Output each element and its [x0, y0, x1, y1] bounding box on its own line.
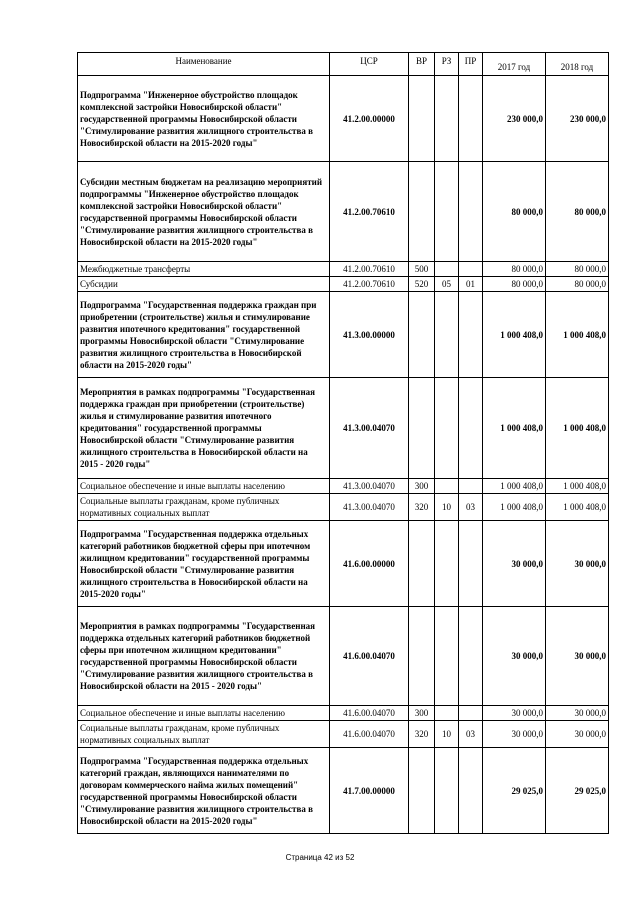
- table-row: [78, 721, 609, 748]
- row-2018: 1 000 408,0: [546, 494, 609, 521]
- row-name: Субсидии местным бюджетам на реализацию мероприятий подпрограммы "Инженерное обустройство площадок комплексной застройки Новосибирской области" государственной программы Новосибирской области "Стимулирование развития жилищного строительства в Новосибирской области на 2015-2020 годы": [78, 162, 330, 262]
- row-rz: [435, 292, 459, 378]
- row-vr: 300: [409, 706, 435, 721]
- row-name: Мероприятия в рамках подпрограммы "Государственная поддержка граждан при приобретении (строительстве) жилья и стимулирование развития ипотечного кредитования" государственной программы Новосибирской области "Стимулирование развития жилищного строительства в Новосибирской области на 2015 - 2020 годы": [78, 378, 330, 479]
- row-2017: 1 000 408,0: [483, 479, 546, 494]
- row-csr: 41.3.00.04070: [330, 378, 409, 479]
- row-2017: 30 000,0: [483, 521, 546, 607]
- row-rz: [435, 748, 459, 834]
- row-rz: [435, 262, 459, 277]
- row-2018: 80 000,0: [546, 277, 609, 292]
- row-vr: 500: [409, 262, 435, 277]
- row-name: Межбюджетные трансферты: [78, 262, 330, 277]
- row-name: Мероприятия в рамках подпрограммы "Государственная поддержка отдельных категорий работников бюджетной сферы при ипотечном жилищном кредитовании" государственной программы Новосибирской области "Стимулирование развития жилищного строительства в Новосибирской области на 2015 - 2020 годы": [78, 607, 330, 706]
- row-2017: 1 000 408,0: [483, 494, 546, 521]
- row-2017: 80 000,0: [483, 277, 546, 292]
- page-footer: Страница 42 из 52: [285, 853, 355, 862]
- row-vr: 300: [409, 479, 435, 494]
- row-name: Субсидии: [78, 277, 330, 292]
- row-csr: 41.3.00.04070: [330, 494, 409, 521]
- header-csr: ЦСР: [330, 53, 409, 76]
- row-vr: 320: [409, 721, 435, 748]
- table-row: [78, 76, 609, 162]
- row-pr: [459, 479, 483, 494]
- row-2017: 30 000,0: [483, 721, 546, 748]
- row-rz: [435, 76, 459, 162]
- row-csr: 41.7.00.00000: [330, 748, 409, 834]
- row-vr: [409, 162, 435, 262]
- row-name: Социальное обеспечение и иные выплаты населению: [78, 479, 330, 494]
- row-pr: [459, 378, 483, 479]
- row-csr: 41.2.00.70610: [330, 162, 409, 262]
- row-2018: 30 000,0: [546, 607, 609, 706]
- row-pr: 01: [459, 277, 483, 292]
- row-csr: 41.6.00.00000: [330, 521, 409, 607]
- header-year-2017: 2017 год: [483, 53, 546, 76]
- row-csr: 41.3.00.04070: [330, 479, 409, 494]
- row-name: Социальные выплаты гражданам, кроме публичных нормативных социальных выплат: [78, 721, 330, 748]
- row-rz: [435, 162, 459, 262]
- row-2018: 230 000,0: [546, 76, 609, 162]
- row-2018: 30 000,0: [546, 706, 609, 721]
- row-csr: 41.2.00.70610: [330, 277, 409, 292]
- row-rz: [435, 706, 459, 721]
- row-2018: 80 000,0: [546, 162, 609, 262]
- row-pr: 03: [459, 721, 483, 748]
- header-name: Наименование: [78, 53, 330, 76]
- row-vr: [409, 76, 435, 162]
- table-row: [78, 277, 609, 292]
- row-name: Подпрограмма "Государственная поддержка граждан при приобретении (строительстве) жилья и стимулирование развития ипотечного кредитования" государственной программы Новосибирской области "Стимулирование развития жилищного строительства в Новосибирской области на 2015-2020 годы": [78, 292, 330, 378]
- row-rz: 05: [435, 277, 459, 292]
- row-2018: 30 000,0: [546, 721, 609, 748]
- row-vr: [409, 292, 435, 378]
- table-row: [78, 292, 609, 378]
- header-vr: ВР: [409, 53, 435, 76]
- row-2017: 30 000,0: [483, 706, 546, 721]
- row-rz: [435, 521, 459, 607]
- row-pr: [459, 162, 483, 262]
- row-pr: [459, 607, 483, 706]
- row-2018: 1 000 408,0: [546, 378, 609, 479]
- row-name: Подпрограмма "Государственная поддержка отдельных категорий работников бюджетной сферы при ипотечном жилищном кредитовании" государственной программы Новосибирской области "Стимулирование развития жилищного строительства в Новосибирской области на 2015-2020 годы": [78, 521, 330, 607]
- row-2018: 1 000 408,0: [546, 479, 609, 494]
- row-csr: 41.2.00.70610: [330, 262, 409, 277]
- row-vr: [409, 748, 435, 834]
- row-2017: 1 000 408,0: [483, 378, 546, 479]
- row-rz: [435, 378, 459, 479]
- row-rz: [435, 607, 459, 706]
- row-csr: 41.6.00.04070: [330, 721, 409, 748]
- row-name: Подпрограмма "Инженерное обустройство площадок комплексной застройки Новосибирской области" государственной программы Новосибирской области "Стимулирование развития жилищного строительства в Новосибирской области на 2015-2020 годы": [78, 76, 330, 162]
- row-csr: 41.6.00.04070: [330, 706, 409, 721]
- row-pr: [459, 521, 483, 607]
- table-row: [78, 494, 609, 521]
- table-row: [78, 607, 609, 706]
- row-2017: 80 000,0: [483, 162, 546, 262]
- row-name: Социальное обеспечение и иные выплаты населению: [78, 706, 330, 721]
- row-csr: 41.6.00.04070: [330, 607, 409, 706]
- table-row: [78, 748, 609, 834]
- row-pr: 03: [459, 494, 483, 521]
- row-vr: 320: [409, 494, 435, 521]
- row-2017: 230 000,0: [483, 76, 546, 162]
- row-vr: [409, 607, 435, 706]
- row-vr: [409, 521, 435, 607]
- row-2017: 1 000 408,0: [483, 292, 546, 378]
- header-pr: ПР: [459, 53, 483, 76]
- table-row: [78, 479, 609, 494]
- table-row: [78, 162, 609, 262]
- row-csr: 41.3.00.00000: [330, 292, 409, 378]
- row-pr: [459, 262, 483, 277]
- table-row: [78, 521, 609, 607]
- row-2017: 29 025,0: [483, 748, 546, 834]
- row-csr: 41.2.00.00000: [330, 76, 409, 162]
- table-row: [78, 706, 609, 721]
- row-vr: 520: [409, 277, 435, 292]
- row-2018: 80 000,0: [546, 262, 609, 277]
- row-rz: [435, 479, 459, 494]
- table-row: [78, 262, 609, 277]
- row-rz: 10: [435, 494, 459, 521]
- row-2018: 29 025,0: [546, 748, 609, 834]
- header-rz: РЗ: [435, 53, 459, 76]
- row-pr: [459, 76, 483, 162]
- budget-table: [77, 52, 609, 834]
- row-2018: 1 000 408,0: [546, 292, 609, 378]
- row-rz: 10: [435, 721, 459, 748]
- row-vr: [409, 378, 435, 479]
- row-pr: [459, 706, 483, 721]
- table-row: [78, 378, 609, 479]
- row-pr: [459, 292, 483, 378]
- row-name: Подпрограмма "Государственная поддержка отдельных категорий граждан, являющихся нанимателями по договорам коммерческого найма жилых помещений" государственной программы Новосибирской области "Стимулирование развития жилищного строительства в Новосибирской области на 2015-2020 годы": [78, 748, 330, 834]
- row-2017: 30 000,0: [483, 607, 546, 706]
- row-2017: 80 000,0: [483, 262, 546, 277]
- header-year-2018: 2018 год: [546, 53, 609, 76]
- table-header-row: [78, 53, 609, 76]
- row-2018: 30 000,0: [546, 521, 609, 607]
- row-name: Социальные выплаты гражданам, кроме публичных нормативных социальных выплат: [78, 494, 330, 521]
- row-pr: [459, 748, 483, 834]
